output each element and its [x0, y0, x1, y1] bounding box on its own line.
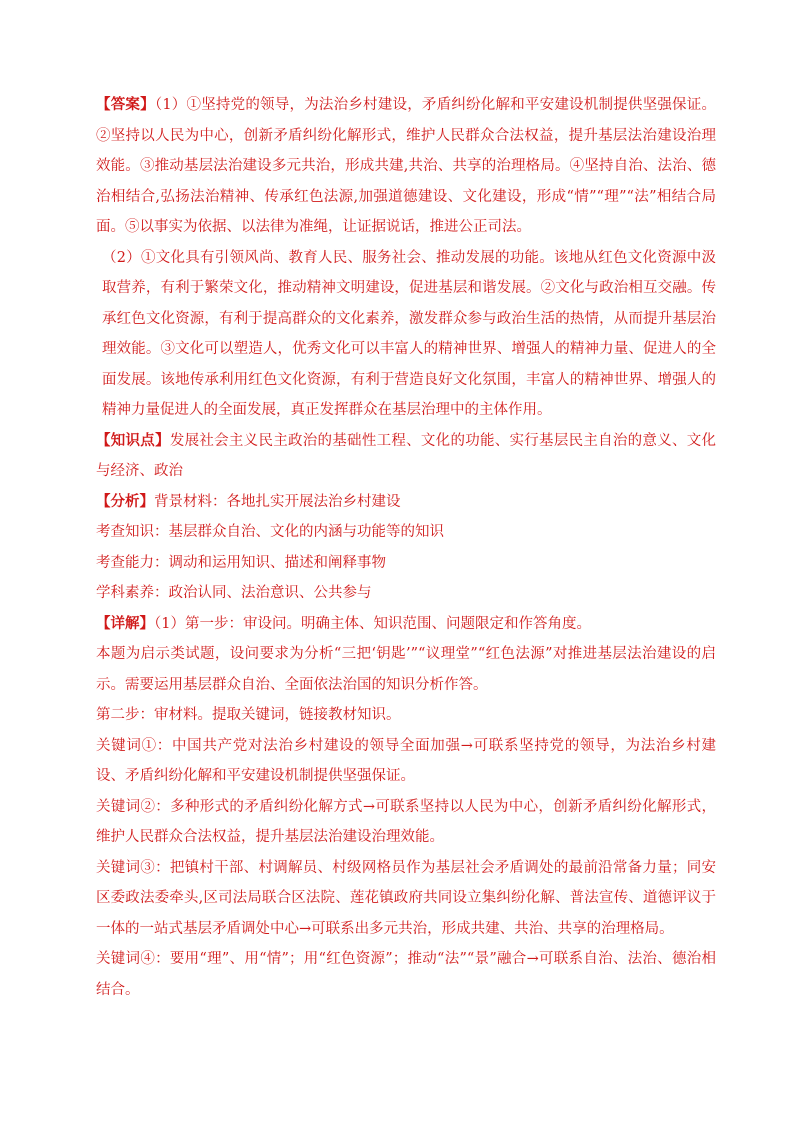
detail-tag: 【详解】: [96, 614, 154, 632]
analysis: [96, 487, 716, 518]
analysis-knowledge-line: 考查知识：基层群众自治、文化的内涵与功能等的知识: [96, 524, 444, 540]
answer-part2: （2）①文化具有引领风尚、教育人民、服务社会、推动发展的功能。该地从红色文化资源中汲取营养，有利于繁荣文化，推动精神文明建设，促进基层和谐发展。②文化与政治相互交融。传承红色文化资源，有利于提高群众的文化素养，激发群众参与政治生活的热情，从而提升基层治理效能。③文化可以塑造人，优秀文化可以丰富人的精神世界、增强人的精神力量、促进人的全面发展。该地传承利用红色文化资源，有利于营造良好文化氛围，丰富人的精神世界、增强人的精神力量促进人的全面发展，真正发挥群众在基层治理中的主体作用。: [102, 249, 716, 418]
knowledge-point: [96, 426, 716, 487]
answer-part1-text: （1）①坚持党的领导，为法治乡村建设，矛盾纠纷化解和平安建设机制提供坚强保证。②坚持以人民为中心，创新矛盾纠纷化解形式，维护人民群众合法权益，提升基层法治建设治理效能。③推动基层法治建设多元共治，形成共建,共治、共享的治理格局。④坚持自治、法治、德治相结合,弘扬法治精神、传承红色法源,加强道德建设、文化建设，形成“情”“理”“法”相结合局面。⑤以事实为依据、以法律为准绳，让证据说话，推进公正司法。: [96, 97, 716, 235]
answer-content: [96, 90, 716, 1005]
knowledge-tag: 【知识点】: [96, 431, 170, 449]
answer-part1: [96, 90, 716, 243]
knowledge-text: 发展社会主义民主政治的基础性工程、文化的功能、实行基层民主自治的意义、文化与经济、政治: [96, 432, 716, 479]
answer-tag: 【答案】: [96, 96, 155, 113]
detail-step2: 第二步：审材料。提取关键词，链接教材知识。: [96, 707, 401, 723]
analysis-literacy-line: 学科素养：政治认同、法治意识、公共参与: [96, 585, 372, 601]
keyword-1: 关键词①：中国共产党对法治乡村建设的领导全面加强→可联系坚持党的领导，为法治乡村建设、矛盾纠纷化解和平安建设机制提供坚强保证。: [96, 737, 716, 784]
detail-step1-text: （1）第一步：审设问。明确主体、知识范围、问题限定和作答角度。: [154, 615, 591, 632]
keyword-4: 关键词④：要用“理”、用“情”；用“红色资源”；推动“法”“景”融合→可联系自治、法治、德治相结合。: [96, 951, 716, 998]
analysis-text: 背景材料：各地扎实开展法治乡村建设: [154, 493, 401, 510]
detail-question: 本题为启示类试题，设问要求为分析“三把‘钥匙’”“议理堂”“红色法源”对推进基层法治建设的启示。需要运用基层群众自治、全面依法治国的知识分析作答。: [96, 646, 716, 693]
analysis-ability-line: 考查能力：调动和运用知识、描述和阐释事物: [96, 554, 386, 571]
keyword-2: 关键词②：多种形式的矛盾纠纷化解方式→可联系坚持以人民为中心，创新矛盾纠纷化解形式，维护人民群众合法权益，提升基层法治建设治理效能。: [96, 798, 716, 845]
detail-step1: [96, 609, 716, 640]
analysis-tag: 【分析】: [96, 492, 154, 510]
keyword-3: 关键词③：把镇村干部、村调解员、村级网格员作为基层社会矛盾调处的最前沿常备力量；同安区委政法委牵头,区司法局联合区法院、莲花镇政府共同设立集纠纷化解、普法宣传、道德评议于一体的一站式基层矛盾调处中心→可联系出多元共治，形成共建、共治、共享的治理格局。: [96, 859, 716, 937]
